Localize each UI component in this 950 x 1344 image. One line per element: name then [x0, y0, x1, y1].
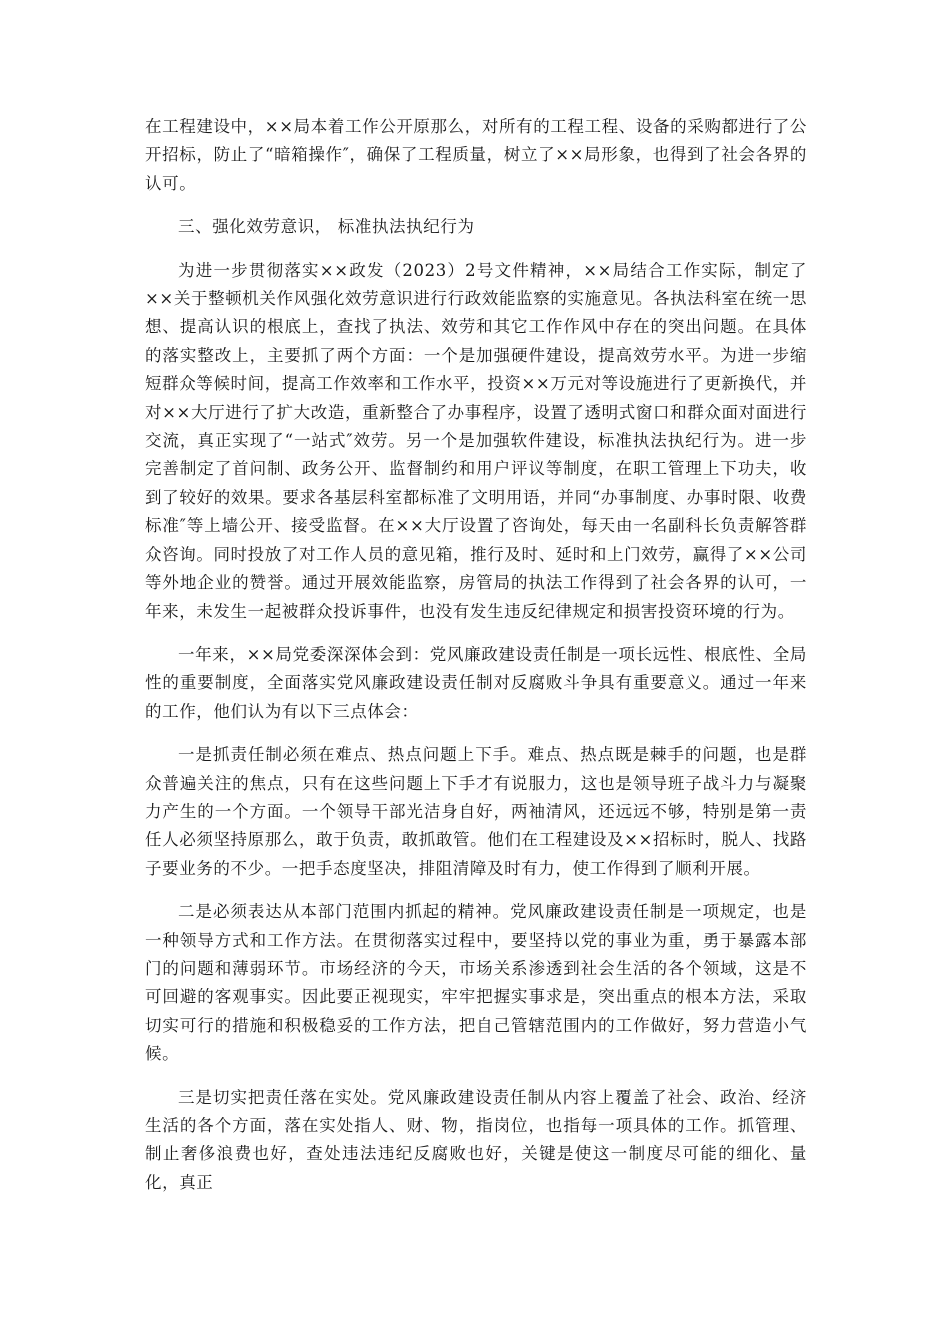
paragraph-point-one: 一是抓责任制必须在难点、热点问题上下手。难点、热点既是棘手的问题，也是群众普遍关注的焦点，只有在这些问题上下手才有说服力，这也是领导班子战斗力与凝聚力产生的一个方面。一个领导干部光洁身自好，两袖清风，还远远不够，特别是第一责任人必须坚持原那么，敢于负责，敢抓敢管。他们在工程建设及××招标时，脱人、找路子要业务的不少。一把手态度坚决，排阻清障及时有力，使工作得到了顺利开展。 [145, 745, 807, 878]
paragraph-intro-continued: 在工程建设中，××局本着工作公开原那么，对所有的工程工程、设备的采购都进行了公开招标，防止了“暗箱操作″，确保了工程质量，树立了××局形象，也得到了社会各界的认可。 [145, 117, 807, 193]
paragraph-point-two: 二是必须表达从本部门范围内抓起的精神。党风廉政建设责任制是一项规定，也是一种领导方式和工作方法。在贯彻落实过程中，要坚持以党的事业为重，勇于暴露本部门的问题和薄弱环节。市场经济的今天，市场关系渗透到社会生活的各个领域，这是不可回避的客观事实。因此要正视现实，牢牢把握实事求是，突出重点的根本方法，采取切实可行的措施和积极稳妥的工作方法，把自己管辖范围内的工作做好，努力营造小气候。 [145, 902, 807, 1064]
paragraph-implementation: 为进一步贯彻落实××政发（2023）2号文件精神，××局结合工作实际，制定了××关于整顿机关作风强化效劳意识进行行政效能监察的实施意见。各执法科室在统一思想、提高认识的根底上，查找了执法、效劳和其它工作作风中存在的突出问题。在具体的落实整改上，主要抓了两个方面：一个是加强硬件建设，提高效劳水平。为进一步缩短群众等候时间，提高工作效率和工作水平，投资××万元对等设施进行了更新换代，并对××大厅进行了扩大改造，重新整合了办事程序，设置了透明式窗口和群众面对面进行交流，真正实现了“一站式″效劳。另一个是加强软件建设，标准执法执纪行为。进一步完善制定了首问制、政务公开、监督制约和用户评议等制度，在职工管理上下功夫，收到了较好的效果。要求各基层科室都标准了文明用语，并同“办事制度、办事时限、收费标准″等上墙公开、接受监督。在××大厅设置了咨询处，每天由一名副科长负责解答群众咨询。同时投放了对工作人员的意见箱，推行及时、延时和上门效劳，赢得了××公司等外地企业的赞誉。通过开展效能监察，房管局的执法工作得到了社会各界的认可，一年来，未发生一起被群众投诉事件，也没有发生违反纪律规定和损害投资环境的行为。 [145, 260, 807, 621]
paragraph-point-three: 三是切实把责任落在实处。党风廉政建设责任制从内容上覆盖了社会、政治、经济生活的各个方面，落在实处指人、财、物，指岗位，也指每一项具体的工作。抓管理、制止奢侈浪费也好，查处违法违纪反腐败也好，关键是使这一制度尽可能的细化、量化，真正 [145, 1087, 807, 1192]
section-heading: 三、强化效劳意识， 标准执法执纪行为 [178, 217, 475, 237]
paragraph-experience-intro: 一年来，××局党委深深体会到：党风廉政建设责任制是一项长远性、根底性、全局性的重要制度，全面落实党风廉政建设责任制对反腐败斗争具有重要意义。通过一年来的工作，他们认为有以下三点体会： [145, 644, 807, 721]
document-page [145, 113, 807, 1212]
